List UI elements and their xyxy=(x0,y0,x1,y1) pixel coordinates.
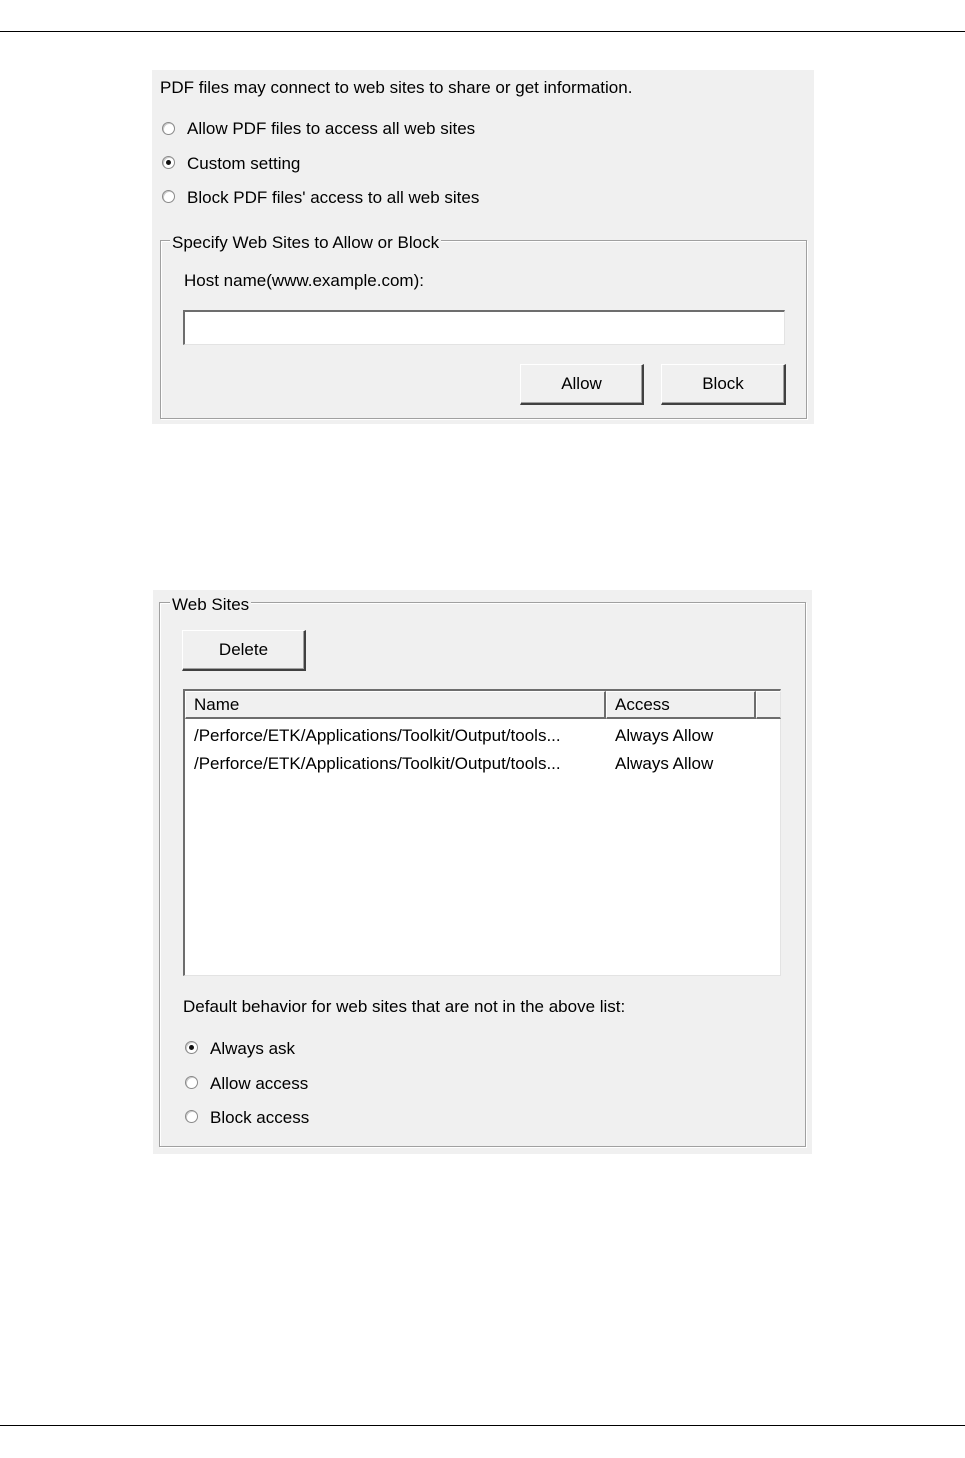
specify-sites-group-title: Specify Web Sites to Allow or Block xyxy=(172,233,440,252)
footer-rule xyxy=(0,1425,965,1426)
web-sites-panel xyxy=(153,590,812,1154)
row-access-cell: Always Allow xyxy=(615,726,714,745)
radio-allow-access[interactable] xyxy=(185,1076,198,1089)
radio-always-ask-label[interactable]: Always ask xyxy=(210,1039,296,1058)
radio-allow-all[interactable] xyxy=(162,122,175,135)
column-header-filler xyxy=(756,691,781,719)
allow-button[interactable]: Allow xyxy=(520,364,644,405)
row-name-cell: /Perforce/ETK/Applications/Toolkit/Output/tools... xyxy=(194,726,561,745)
block-button[interactable]: Block xyxy=(661,364,786,405)
intro-text: PDF files may connect to web sites to share or get information. xyxy=(160,78,633,97)
radio-block-all-label[interactable]: Block PDF files' access to all web sites xyxy=(187,188,480,207)
column-header-access[interactable]: Access xyxy=(606,691,756,719)
row-name-cell: /Perforce/ETK/Applications/Toolkit/Output/tools... xyxy=(194,754,561,773)
radio-block-all[interactable] xyxy=(162,190,175,203)
radio-block-access-label[interactable]: Block access xyxy=(210,1108,310,1127)
default-behavior-label: Default behavior for web sites that are not in the above list: xyxy=(183,997,626,1016)
web-sites-group-title: Web Sites xyxy=(172,595,250,614)
column-header-name[interactable]: Name xyxy=(185,691,606,719)
radio-always-ask[interactable] xyxy=(185,1041,198,1054)
host-name-label: Host name(www.example.com): xyxy=(184,271,424,290)
radio-allow-access-label[interactable]: Allow access xyxy=(210,1074,309,1093)
row-access-cell: Always Allow xyxy=(615,754,714,773)
delete-button[interactable]: Delete xyxy=(182,630,306,671)
radio-custom[interactable] xyxy=(162,156,175,169)
radio-custom-label[interactable]: Custom setting xyxy=(187,154,301,173)
web-access-panel xyxy=(152,70,814,424)
host-name-input[interactable] xyxy=(183,310,785,345)
web-sites-list[interactable] xyxy=(183,689,781,976)
radio-allow-all-label[interactable]: Allow PDF files to access all web sites xyxy=(187,119,476,138)
header-rule xyxy=(0,31,965,32)
radio-block-access[interactable] xyxy=(185,1110,198,1123)
